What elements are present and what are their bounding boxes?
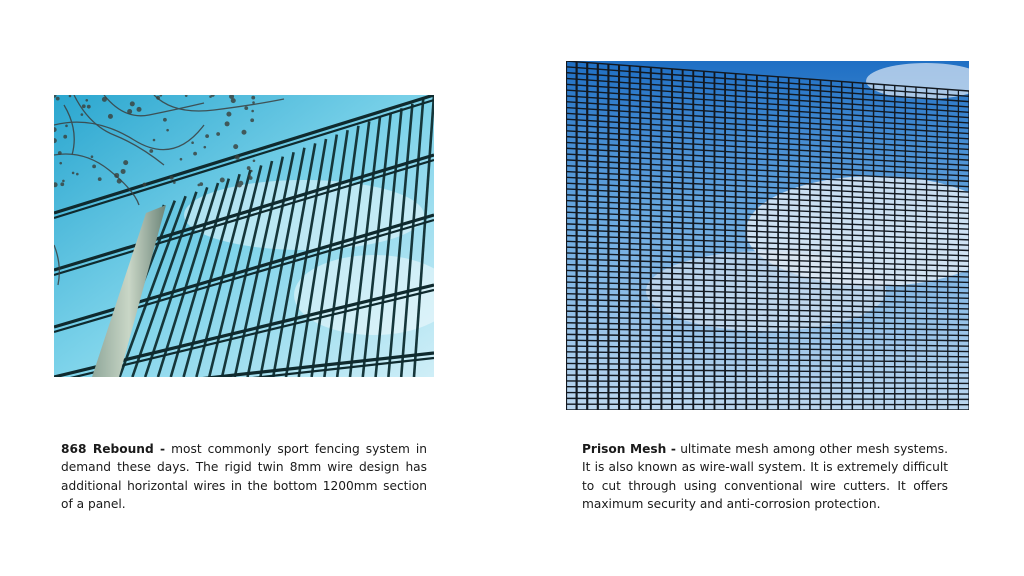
prison-mesh-title: Prison Mesh - xyxy=(582,442,676,456)
prison-mesh-caption xyxy=(582,440,948,514)
prison-mesh-illustration xyxy=(566,61,969,410)
rebound-title: 868 Rebound - xyxy=(61,442,166,456)
prison-mesh-description: ultimate mesh among other mesh systems. It is also known as wire-wall system. It is extremely difficult to cut through using conventional wire cutters. It offers maximum security and anti-corrosion protection. xyxy=(582,442,949,512)
rebound-description: most commonly sport fencing system in demand these days. The rigid twin 8mm wire design has additional horizontal wires in the bottom 1200mm section of a panel. xyxy=(61,442,427,512)
prison-mesh-photo xyxy=(566,61,969,410)
rebound-caption xyxy=(61,440,427,514)
rebound-fence-illustration xyxy=(54,95,434,377)
rebound-fence-photo xyxy=(54,95,434,377)
